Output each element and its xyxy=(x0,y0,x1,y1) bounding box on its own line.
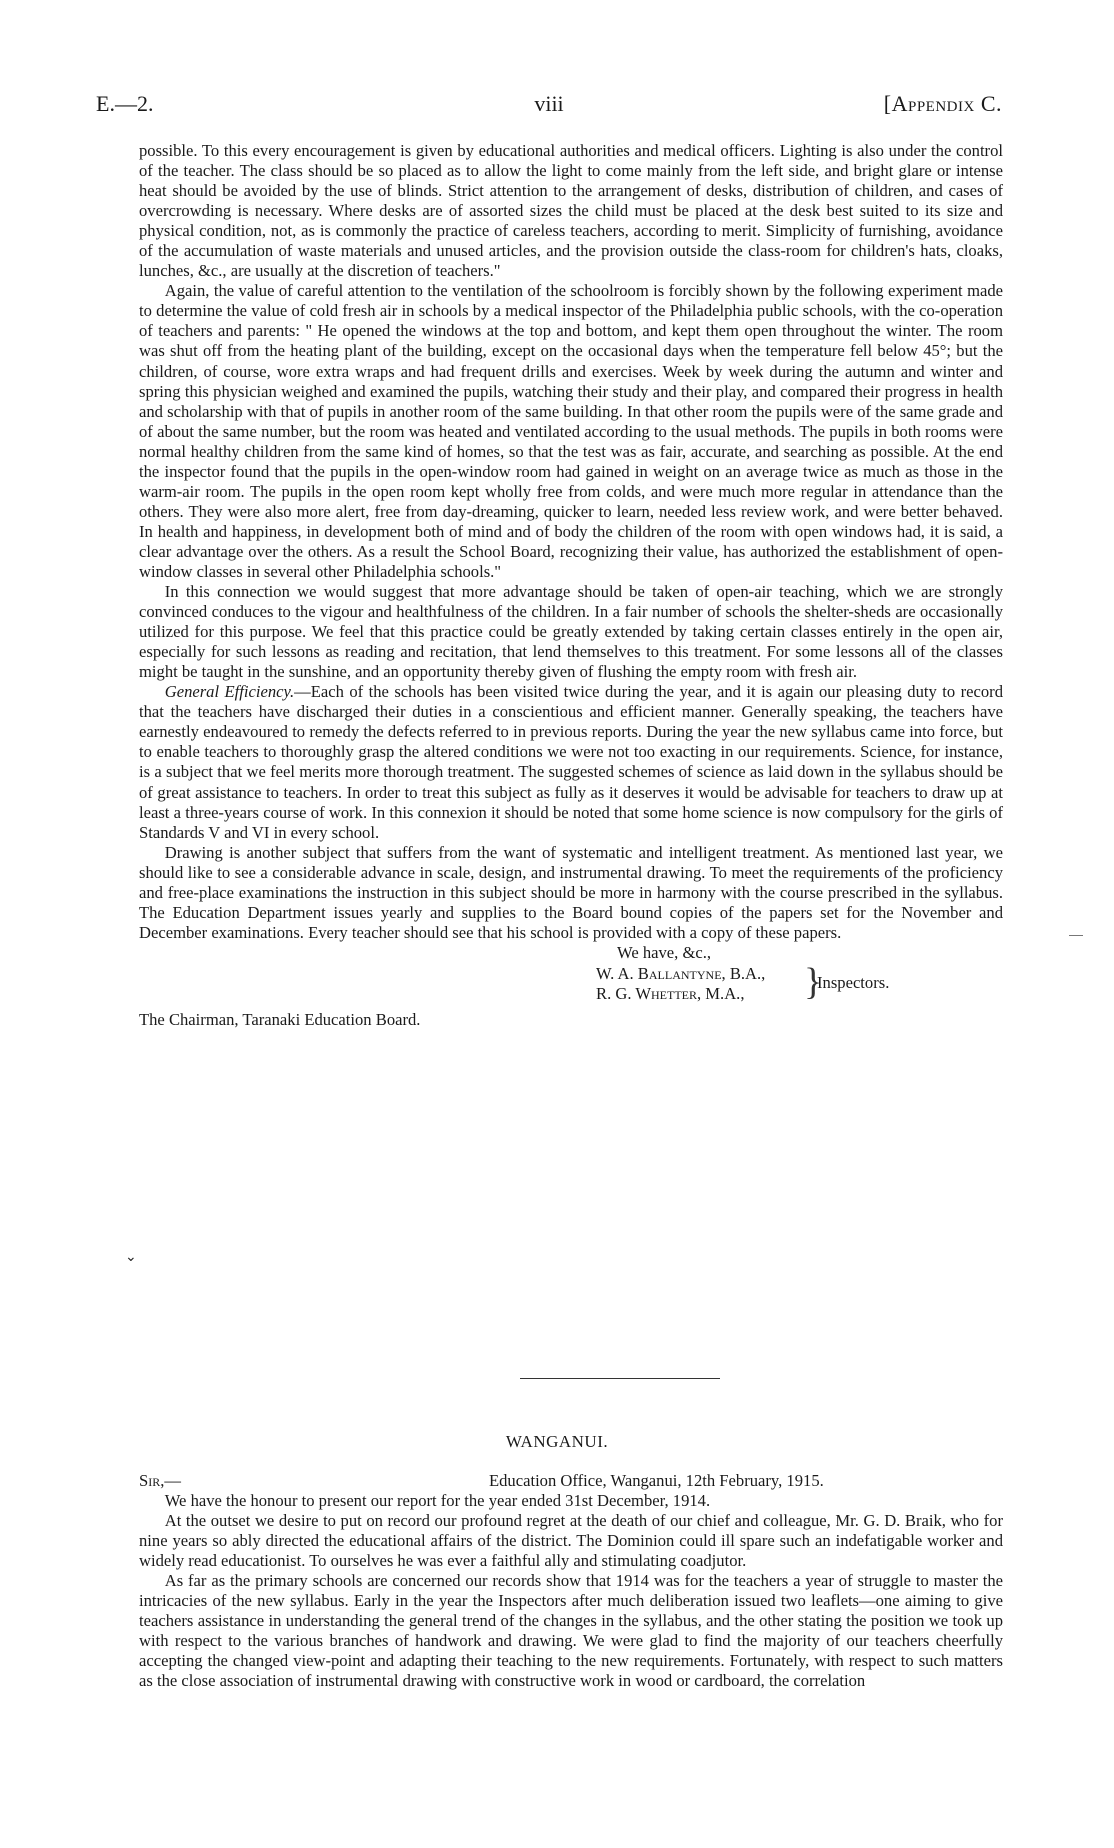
addressee: The Chairman, Taranaki Education Board. xyxy=(139,1009,421,1029)
report-body xyxy=(139,141,1003,1029)
page-header xyxy=(96,91,1002,121)
margin-tick-icon xyxy=(1069,935,1083,936)
general-efficiency-heading: General Efficiency. xyxy=(164,682,295,702)
general-efficiency-paragraph xyxy=(139,682,1003,842)
paragraph: As far as the primary schools are concerned our records show that 1914 was for the teachers a year of struggle to master the intricacies of the new syllabus. Early in the year the Inspectors after much deliberation issued two leaflets—one aiming to give teachers assistance in understanding the general trend of the changes in the syllabus, and the other stating the position we took up with respect to the various branches of handwork and drawing. We were glad to find the majority of our teachers cheerfully accepting the changed view-point and adapting their teaching to the new requirements. Fortunately, with respect to such matters as the close association of instrumental drawing with constructive work in wood or cardboard, the correlation xyxy=(139,1571,1003,1691)
inspector-name: W. A. Ballantyne, B.A., xyxy=(596,963,766,983)
paragraph: possible. To this every encouragement is given by educational authorities and medical officers. Lighting is also under the control of the teacher. The class should be so placed as to allow the light to come mainly from the left side, and bright glare or intense heat should be avoided by the use of blinds. Strict attention to the arrangement of desks, distribution of children, and cases of overcrowding is necessary. Where desks are of assorted sizes the child must be placed at the desk best suited to its size and physical condition, not, as is commonly the practice of careless teachers, according to merit. Simplicity of furnishing, avoidance of the accumulation of waste materials and unused articles, and the provision outside the class-room for children's hats, cloaks, lunches, &c., are usually at the discretion of teachers." xyxy=(139,141,1003,281)
paragraph: Drawing is another subject that suffers from the want of systematic and intelligent treatment. As mentioned last year, we should like to see a considerable advance in scale, design, and instrumental drawing. To meet the requirements of the proficiency and free-place examinations the instruction in this subject should be more in harmony with the course prescribed in the syllabus. The Education Department issues yearly and supplies to the Board bound copies of the papers set for the November and December examinations. Every teacher should see that his school is provided with a copy of these papers. xyxy=(139,842,1003,942)
paragraph: At the outset we desire to put on record our profound regret at the death of our chief and colleague, Mr. G. D. Braik, who for nine years so ably directed the educational affairs of the district. The Dominion could ill spare such an indefatigable worker and widely read educationist. To ourselves he was ever a faithful ally and stimulating coadjutor. xyxy=(139,1511,1003,1571)
paragraph: In this connection we would suggest that more advantage should be taken of open-air teaching, which we are strongly convinced conduces to the vigour and healthfulness of the children. In a fair number of schools the shelter-sheds are occasionally utilized for this purpose. We feel that this practice could be greatly extended by taking certain classes entirely in the open air, especially for such lessons as reading and recitation, that lend themselves to this treatment. For some lessons all of the classes might be taught in the sunshine, and an opportunity thereby given of flushing the empty room with fresh air. xyxy=(139,582,1003,682)
header-appendix: [Appendix C. xyxy=(883,91,1002,116)
general-efficiency-text: —Each of the schools has been visited twice during the year, and it is again our pleasing duty to record that the teachers have discharged their duties in a conscientious and efficient manner. Generally speaking, the teachers have earnestly endeavoured to remedy the defects referred to in previous reports. During the year the new syllabus came into force, but to enable teachers to thoroughly grasp the altered conditions we were not too exacting in our requirements. Science, for instance, is a subject that we feel merits more thorough treatment. The suggested schemes of science as laid down in the syllabus should be of great assistance to teachers. In order to treat this subject as fully as it deserves it would be advisable for teachers to draw up at least a three-years course of work. In this connexion it should be noted that some home science is now compulsory for the girls of Standards V and VI in every school. xyxy=(139,682,1003,842)
paragraph: We have the honour to present our report for the year ended 31st December, 1914. xyxy=(164,1491,711,1510)
page-number: viii xyxy=(534,91,564,116)
wanganui-body xyxy=(139,1471,1003,1691)
inspectors-role: Inspectors. xyxy=(817,972,890,992)
inspector-name: R. G. Whetter, M.A., xyxy=(596,983,745,1003)
office-date-line: Education Office, Wanganui, 12th February, 1915. xyxy=(489,1471,824,1490)
brace-icon: } xyxy=(804,960,823,1003)
salutation: Sir,— xyxy=(139,1471,181,1490)
salutation-line xyxy=(139,1471,1003,1491)
paragraph: Again, the value of careful attention to the ventilation of the schoolroom is forcibly shown by the following experiment made to determine the value of cold fresh air in schools by a medical inspector of the Philadelphia public schools, with the co-operation of teachers and parents: " He opened the windows at the top and bottom, and kept them open throughout the winter. The room was shut off from the heating plant of the building, except on the occasional days when the temperature fell below 45°; but the children, of course, wore extra wraps and had frequent drills and exercises. Week by week during the autumn and winter and spring this physician weighed and examined the pupils, watching their study and their play, and compared their progress in health and scholarship with that of pupils in another room of the same building. In that other room the pupils were of the same grade and of about the same number, but the room was heated and ventilated according to the usual methods. The pupils in both rooms were normal healthy children from the same kind of homes, so that the test was as fair, accurate, and searching as possible. At the end the inspector found that the pupils in the open-window room had gained in weight on an average twice as much as those in the warm-air room. The pupils in the open room kept wholly free from colds, and were much more regular in attendance than the others. They were also more alert, free from day-dreaming, quicker to learn, needed less review work, and were better behaved. In health and happiness, in development both of mind and of body the children of the room with open windows had, it is said, a clear advantage over the others. As a result the School Board, recognizing their value, has authorized the establishment of open-window classes in several other Philadelphia schools." xyxy=(139,281,1003,581)
section-title: WANGANUI. xyxy=(505,1432,609,1451)
section-divider xyxy=(520,1378,720,1379)
closing-phrase: We have, &c., xyxy=(617,942,712,962)
signoff-block xyxy=(139,942,1003,1029)
margin-mark-icon: ⌄ xyxy=(125,1250,137,1265)
header-reference: E.—2. xyxy=(96,91,154,116)
